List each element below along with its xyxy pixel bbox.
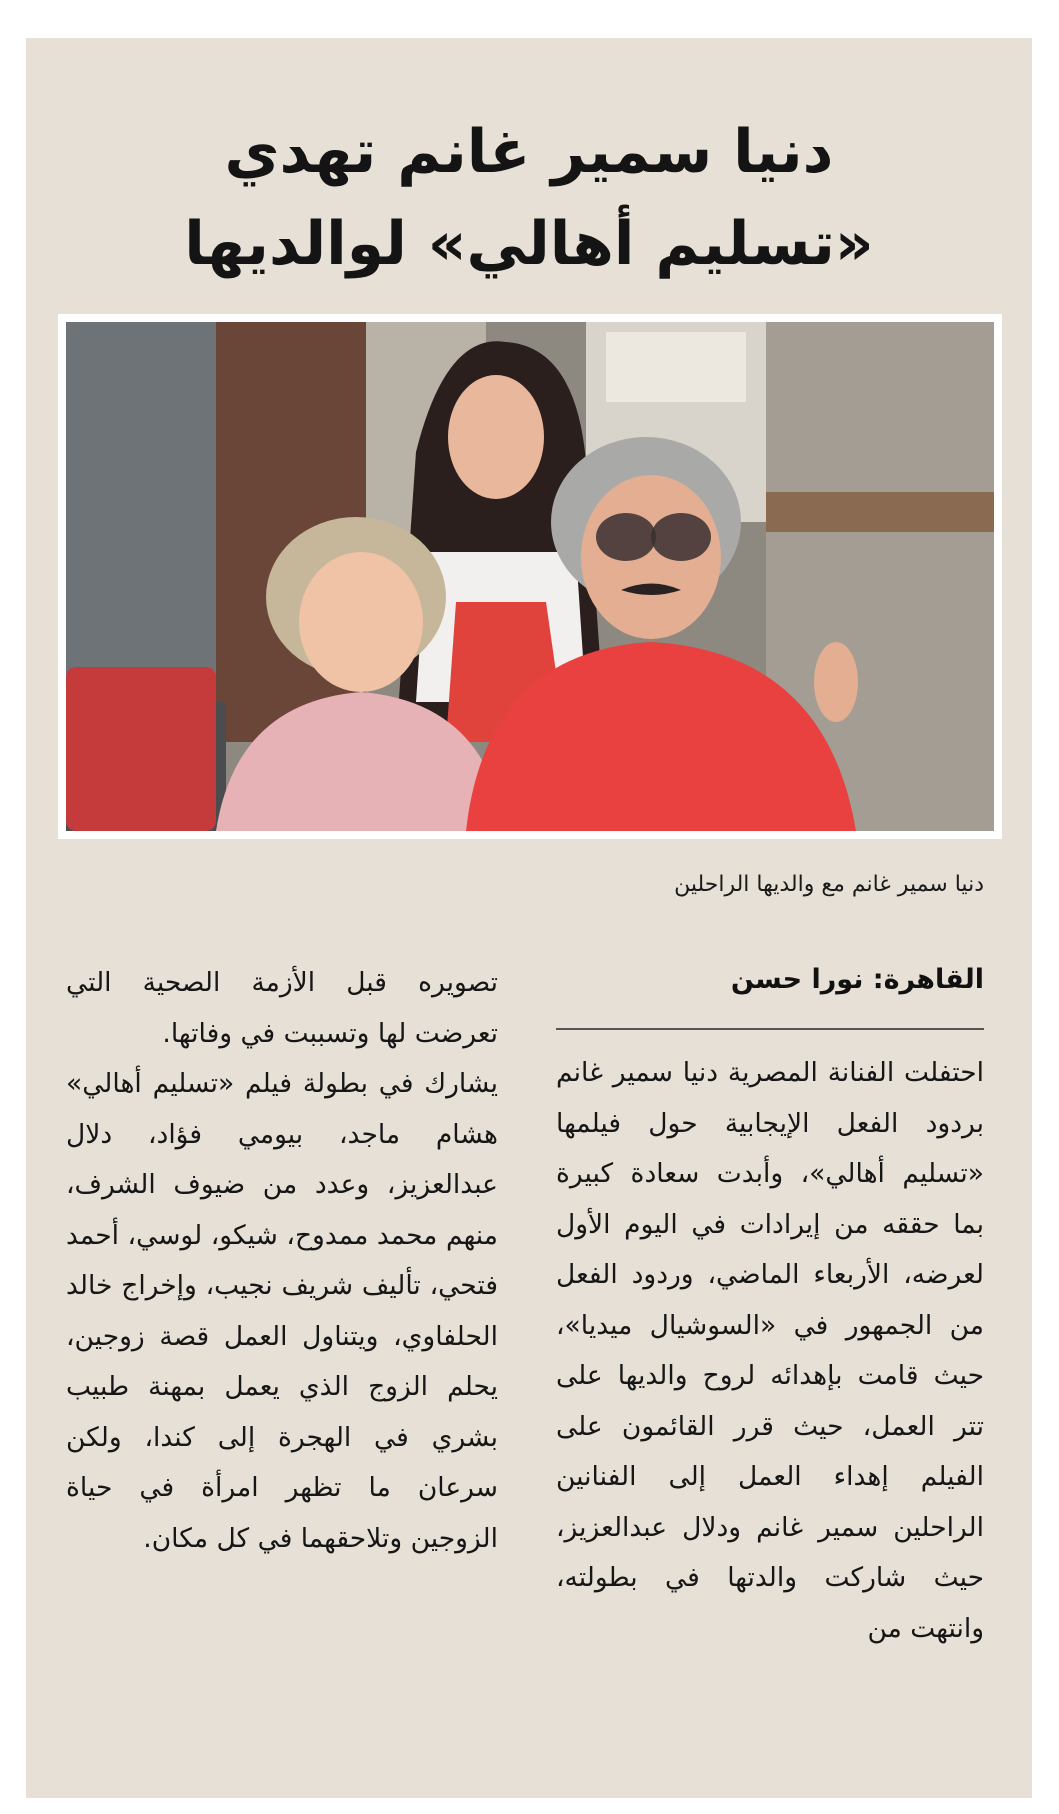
byline-divider [556, 1028, 984, 1030]
newspaper-clipping [26, 38, 1032, 1798]
paragraph: يشارك في بطولة فيلم «تسليم أهالي» هشام ماجد، بيومي فؤاد، دلال عبدالعزيز، وعدد من ضيوف الشرف، منهم محمد ممدوح، شيكو، لوسي، أحمد فتحي، تأليف شريف نجيب، وإخراج خالد الحلفاوي، ويتناول العمل قصة زوجين، يحلم الزوج الذي يعمل بمهنة طبيب بشري في الهجرة إلى كندا، ولكن سرعان ما تظهر امرأة في حياة الزوجين وتلاحقهما في كل مكان. [66, 1068, 498, 1554]
headline [26, 106, 1032, 290]
headline-line-1: دنيا سمير غانم تهدي [224, 117, 834, 187]
photo-frame [58, 314, 1002, 839]
article-column-right [556, 1048, 984, 1654]
photo-caption: دنيا سمير غانم مع والديها الراحلين [674, 872, 984, 897]
byline: القاهرة: نورا حسن [730, 964, 984, 995]
paragraph: تصويره قبل الأزمة الصحية التي تعرضت لها وتسببت في وفاتها. [66, 967, 498, 1049]
article-column-left [66, 958, 498, 1564]
headline-line-2: «تسليم أهالي» لوالديها [184, 209, 874, 279]
paragraph: احتفلت الفنانة المصرية دنيا سمير غانم بردود الفعل الإيجابية حول فيلمها «تسليم أهالي»، وأبدت سعادة كبيرة بما حققه من إيرادات في اليوم الأول لعرضه، الأربعاء الماضي، وردود الفعل من الجمهور في «السوشيال ميديا»، حيث قامت بإهدائه لروح والديها على تتر العمل، حيث قرر القائمون على الفيلم إهداء العمل إلى الفنانين الراحلين سمير غانم ودلال عبدالعزيز، حيث شاركت والدتها في بطولته، وانتهت من [556, 1057, 984, 1644]
article-photo [66, 322, 994, 831]
